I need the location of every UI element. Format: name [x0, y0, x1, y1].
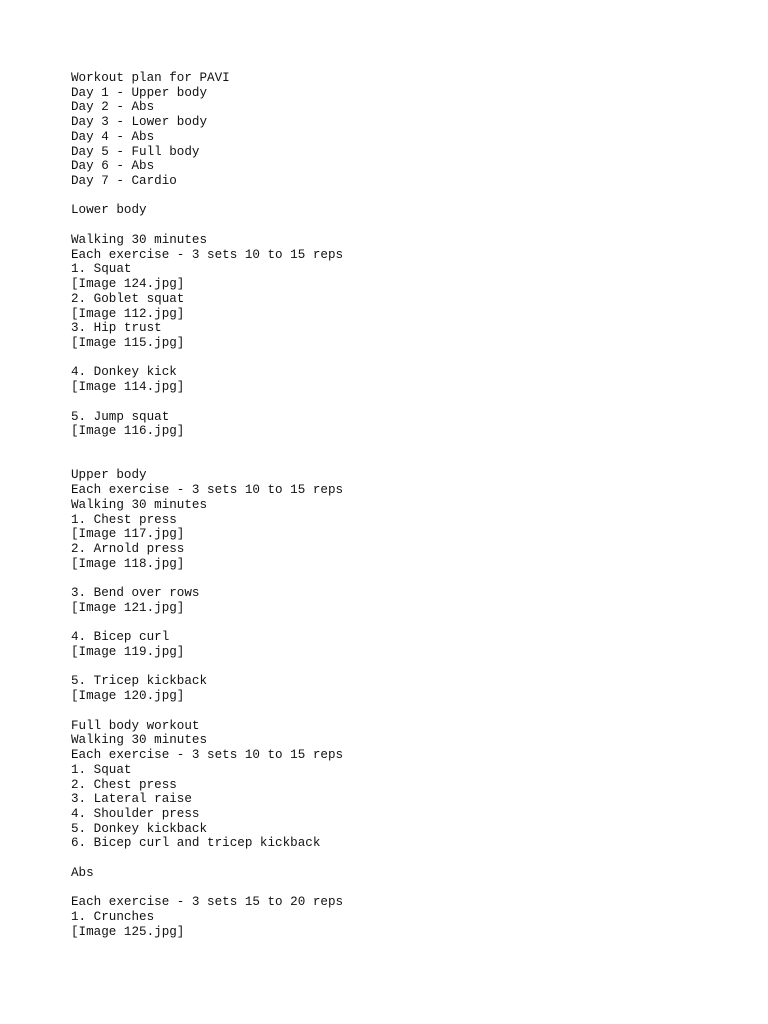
text-line: [Image 119.jpg] [71, 645, 185, 660]
blank-line [71, 881, 731, 896]
text-line: Workout plan for PAVI [71, 71, 230, 85]
text-line: 5. Jump squat [71, 409, 170, 424]
text-line: Abs [71, 865, 94, 880]
text-line: 1. Squat [71, 762, 132, 777]
text-line: [Image 124.jpg] [71, 277, 185, 292]
text-line: Each exercise - 3 sets 10 to 15 reps [71, 483, 344, 498]
blank-line [71, 851, 731, 866]
blank-line [71, 395, 731, 410]
text-line: 6. Bicep curl and tricep kickback [71, 836, 321, 851]
text-line: Each exercise - 3 sets 15 to 20 reps [71, 895, 344, 910]
text-line: [Image 117.jpg] [71, 527, 185, 542]
blank-line [71, 571, 731, 586]
blank-line [71, 704, 731, 719]
text-line: 5. Tricep kickback [71, 674, 208, 689]
text-line: [Image 115.jpg] [71, 335, 185, 350]
text-line: 4. Shoulder press [71, 806, 200, 821]
blank-line [71, 189, 731, 204]
text-line: Each exercise - 3 sets 10 to 15 reps [71, 247, 344, 262]
text-line: [Image 114.jpg] [71, 380, 185, 395]
text-line: Each exercise - 3 sets 10 to 15 reps [71, 748, 344, 763]
text-line: 3. Hip trust [71, 321, 162, 336]
text-line: Day 2 - Abs [71, 100, 155, 115]
text-line: 4. Bicep curl [71, 630, 170, 645]
document-page [71, 71, 731, 939]
text-line: Walking 30 minutes [71, 733, 208, 748]
text-line: Day 1 - Upper body [71, 85, 208, 100]
blank-line [71, 616, 731, 631]
text-line: 4. Donkey kick [71, 365, 177, 380]
text-line: [Image 120.jpg] [71, 689, 185, 704]
blank-line [71, 351, 731, 366]
text-line: Day 6 - Abs [71, 159, 155, 174]
text-line: Walking 30 minutes [71, 232, 208, 247]
blank-line [71, 660, 731, 675]
text-line: Day 5 - Full body [71, 144, 200, 159]
blank-line [71, 439, 731, 454]
text-line: 1. Crunches [71, 909, 155, 924]
blank-line [71, 454, 731, 469]
text-line: [Image 116.jpg] [71, 424, 185, 439]
text-line: 5. Donkey kickback [71, 821, 208, 836]
text-line: [Image 125.jpg] [71, 924, 185, 939]
text-line: Walking 30 minutes [71, 497, 208, 512]
blank-line [71, 218, 731, 233]
text-line: [Image 118.jpg] [71, 556, 185, 571]
text-line: 1. Chest press [71, 512, 177, 527]
text-line: Upper body [71, 468, 147, 483]
text-line: Lower body [71, 203, 147, 218]
text-line: Day 4 - Abs [71, 129, 155, 144]
text-line: [Image 121.jpg] [71, 600, 185, 615]
text-line: Full body workout [71, 718, 200, 733]
text-line: 2. Chest press [71, 777, 177, 792]
text-line: Day 7 - Cardio [71, 174, 177, 189]
text-line: 2. Goblet squat [71, 291, 185, 306]
text-line: 3. Bend over rows [71, 586, 200, 601]
text-line: 3. Lateral raise [71, 792, 192, 807]
text-line: [Image 112.jpg] [71, 306, 185, 321]
text-line: 2. Arnold press [71, 542, 185, 556]
text-line: 1. Squat [71, 262, 132, 277]
text-line: Day 3 - Lower body [71, 115, 208, 130]
